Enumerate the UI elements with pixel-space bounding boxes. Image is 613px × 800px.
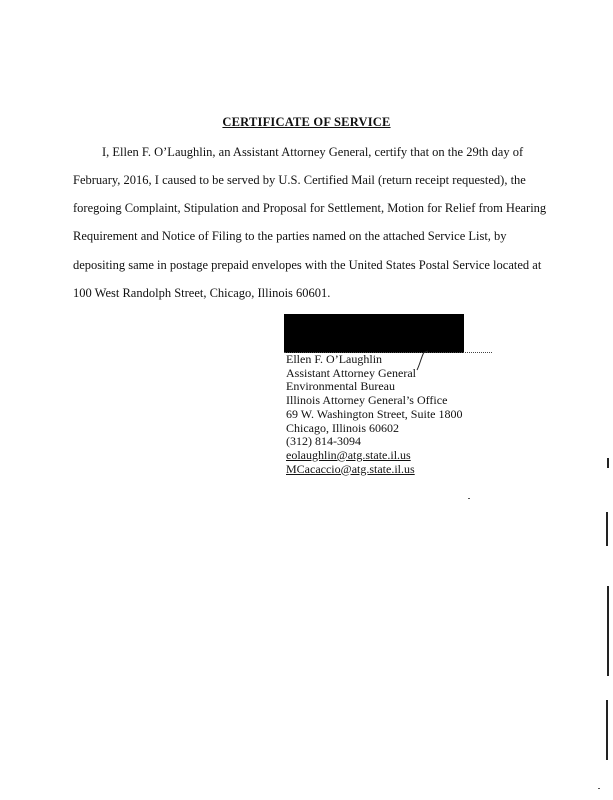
redacted-signature (284, 314, 464, 353)
scan-edge-mark (606, 700, 608, 760)
body-line-5: depositing same in postage prepaid envelopes with the United States Postal Service located at (73, 258, 542, 272)
certificate-title: CERTIFICATE OF SERVICE (222, 115, 391, 129)
scan-speck (468, 498, 470, 499)
body-line-2: February, 2016, I caused to be served by U.S. Certified Mail (return receipt requested), the (73, 173, 526, 187)
signer-email-1[interactable]: eolaughlin@atg.state.il.us (286, 447, 411, 462)
signer-office: Illinois Attorney General’s Office (286, 393, 448, 408)
signer-position: Assistant Attorney General (286, 365, 416, 380)
signature-block (286, 353, 462, 476)
signer-email-2[interactable]: MCacaccio@atg.state.il.us (286, 461, 415, 476)
body-line-3: foregoing Complaint, Stipulation and Proposal for Settlement, Motion for Relief from Hearing (73, 201, 547, 215)
signer-name: Ellen F. O’Laughlin (286, 352, 383, 366)
signer-city: Chicago, Illinois 60602 (286, 420, 399, 435)
signer-bureau: Environmental Bureau (286, 379, 395, 394)
scan-speck (598, 788, 600, 789)
scan-edge-mark (606, 512, 608, 546)
scan-edge-mark (607, 586, 609, 676)
body-line-6: 100 West Randolph Street, Chicago, Illinois 60601. (73, 286, 331, 300)
signer-phone: (312) 814-3094 (286, 434, 361, 449)
scan-edge-mark (607, 458, 609, 468)
body-line-1: I, Ellen F. O’Laughlin, an Assistant Attorney General, certify that on the 29th day of (102, 145, 524, 159)
body-line-4: Requirement and Notice of Filing to the parties named on the attached Service List, by (73, 229, 507, 243)
signer-street: 69 W. Washington Street, Suite 1800 (286, 406, 463, 421)
